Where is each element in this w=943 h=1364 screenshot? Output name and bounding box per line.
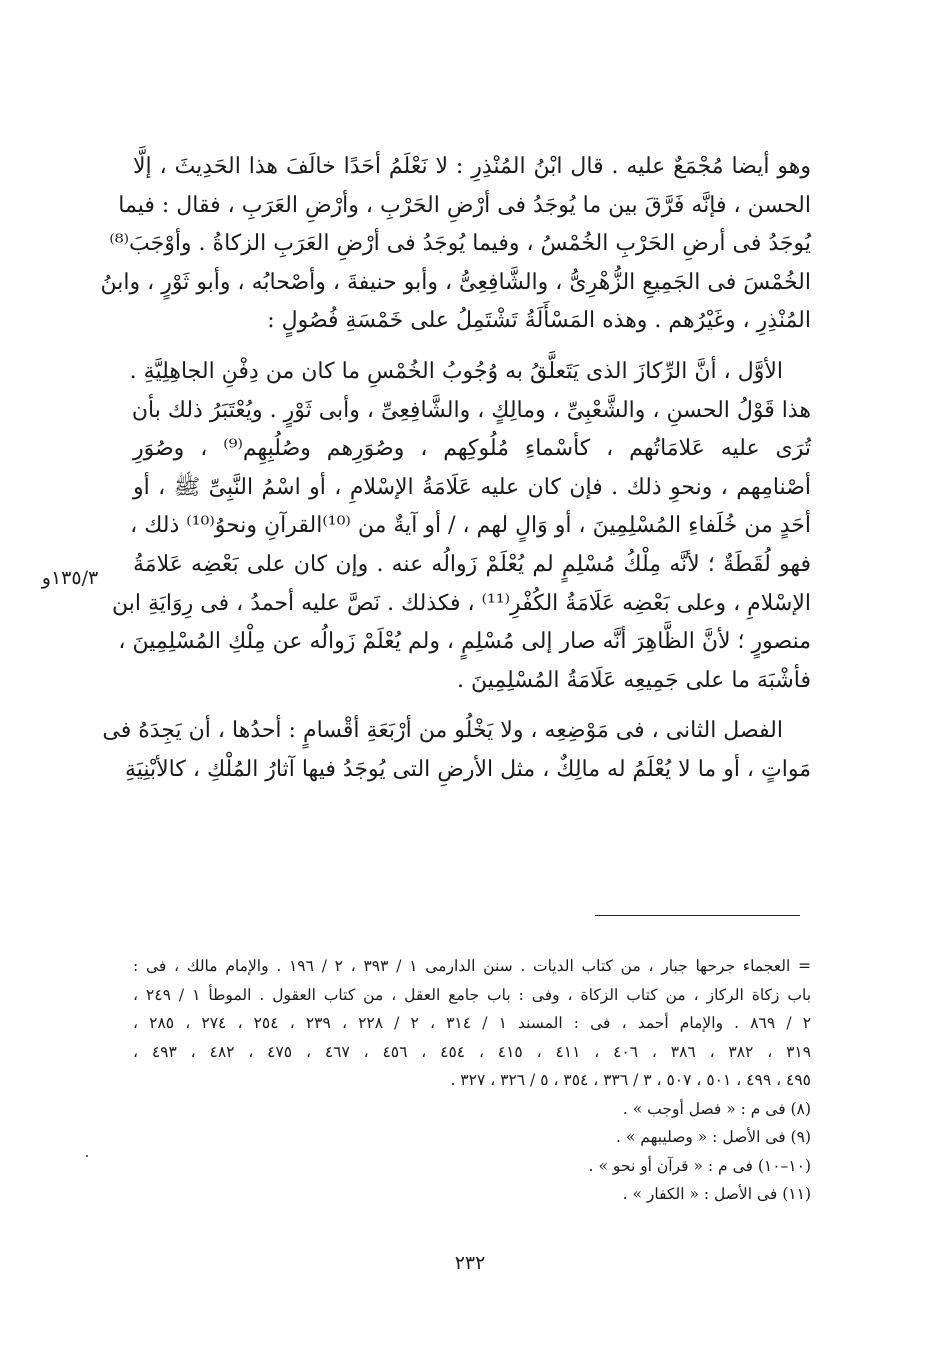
text-line: منصورٍ ؛ لأنَّ الظَّاهِرَ أنَّه صار إلى مُسْلِمٍ ، ولم يُعْلَمْ زَوالُه عن مِلْكِ المُسْلِمِينَ ، [118, 629, 811, 655]
text-line: أصْنامِهم ، ونحوِ ذلك . فإن كان عليه عَلَامَةُ الإسْلامِ ، أو اسْمُ النَّبِىِّ ﷺ ، أو [133, 474, 811, 500]
text-line: الإسْلامِ ، وعلى بَعْضِه عَلَامَةُ الكُفْرِ⁽¹¹⁾ ، فكذلك . نَصَّ عليه أحمدُ ، فى رِوَايَةِ ابن [112, 590, 811, 616]
paragraph-1 [100, 148, 811, 341]
text-line: تُرَى عليه عَلامَاتُهم ، كأسْماءِ مُلُوكِهم ، وصُوَرِهم وصُلُبِهِم⁽⁹⁾ ، وصُوَرِ [133, 436, 811, 462]
footnotes-section [133, 952, 811, 1209]
text-line: مَواتٍ ، أو ما لا يُعْلَمُ له مالِكٌ ، مثل الأرضِ التى يُوجَدُ فيها آثارُ المُلْكِ ، كالأبْنِيَةِ [124, 756, 811, 782]
footnote-9: (٩) فى الأصل : « وصليبهم » . [615, 1128, 811, 1146]
footnote-11: (١١) فى الأصل : « الكفار » . [622, 1185, 811, 1203]
scan-speck [86, 1155, 88, 1157]
text-line: الأوَّل ، أنَّ الرِّكازَ الذى يَتَعلَّقُ به وُجُوبُ الخُمْسِ ما كان من دِفْنِ الجاهِلِيَّةِ . [129, 358, 783, 384]
text-line: هذا قَوْلُ الحسنِ ، والشَّعْبِىِّ ، ومالِكٍ ، والشَّافِعِىِّ ، وأبى ثَوْرٍ . ويُعْتَبَرُ ذلك بأن [131, 397, 811, 423]
text-line: وهو أيضا مُجْمَعٌ عليه . قال ابْنُ المُنْذِرِ : لا نَعْلَمُ أحَدًا خالَفَ هذا الحَدِيثَ ، إلَّا [133, 154, 811, 179]
text-line: الخُمْسَ فى الجَمِيعِ الزُّهْرِىُّ ، والشَّافِعِىُّ ، وأبو حنيفةَ ، وأصْحابُه ، وأبو ثَوْرٍ ، وابنُ [100, 269, 811, 295]
footnote-line: باب زكاة الركاز ، من كتاب الزكاة ، وفى : باب جامع العقل ، من كتاب العقول . الموطأ ١ / ٢٤٩ ، [133, 985, 812, 1004]
text-line: المُنْذِرِ ، وغَيْرُهم . وهذه المَسْأَلَةُ تَشْتَمِلُ على خَمْسَةِ فُصُولٍ : [267, 308, 811, 334]
text-line: الفصل الثانى ، فى مَوْضِعِه ، ولا يَخْلُو من أرْبَعَةِ أقْسامٍ : أحدُها ، أن يَجِدَهُ فى [102, 718, 783, 744]
paragraph-2 [112, 353, 811, 700]
margin-folio-note: ١٣٥/٣و [41, 567, 99, 589]
footnote-divider [595, 915, 800, 916]
text-line: فهو لُقَطَةٌ ؛ لأنَّه مِلْكُ مُسْلِمٍ لم يُعْلَمْ زَوالُه عنه . وإن كان على بَعْضِه عَلامَةُ [133, 551, 811, 577]
paragraph-3 [102, 712, 811, 789]
main-body-text [100, 148, 811, 790]
footnote-8: (٨) فى م : « فصل أوجب » . [622, 1099, 811, 1118]
footnote-line: ٢ / ٨٦٩ . والإمام أحمد ، فى : المسند ١ / ٣١٤ ، ٢ / ٢٢٨ ، ٢٣٩ ، ٢٥٤ ، ٢٧٤ ، ٢٨٥ ، [133, 1014, 812, 1032]
page-number: ٢٣٢ [454, 1252, 486, 1274]
footnote-line: ٤٩٥ ، ٤٩٩ ، ٥٠١ ، ٥٠٧ ، ٣ / ٣٣٦ ، ٣٥٤ ، ٥ / ٣٢٦ ، ٣٢٧ . [450, 1071, 811, 1089]
footnote-10: (١٠–١٠) فى م : « قرآن أو نحو » . [588, 1156, 811, 1175]
text-line: فأشْبَهَ ما على جَمِيعِه عَلَامَةُ المُسْلِمِينَ . [456, 667, 811, 693]
text-line: يُوجَدُ فى أرضِ الحَرْبِ الخُمْسُ ، وفيما يُوجَدُ فى أرْضِ العَرَبِ الزكاةُ . وأوْجَبَ⁽⁸⁾ [109, 231, 811, 257]
text-line: أحَدٍ من خُلَفاءِ المُسْلِمِينَ ، أو وَالٍ لهم ، / أو آيةٌ من ⁽¹⁰⁾القرآنِ ونحوُ⁽¹⁰⁾ ذلك ، [130, 513, 811, 539]
text-line: الحسن ، فإنَّه فَرَّقَ بين ما يُوجَدُ فى أرْضِ الحَرْبِ ، وأرْضِ العَرَبِ ، فقال : فيما [118, 192, 811, 218]
footnote-line: = العجماء جرحها جبار ، من كتاب الديات . سنن الدارمى ١ / ٣٩٣ ، ٢ / ١٩٦ . والإمام مالك ، فى : [133, 957, 811, 975]
footnote-line: ٣١٩ ، ٣٨٢ ، ٣٨٦ ، ٤٠٦ ، ٤١١ ، ٤١٥ ، ٤٥٤ ، ٤٥٦ ، ٤٦٧ ، ٤٧٥ ، ٤٨٢ ، ٤٩٣ ، [133, 1042, 812, 1061]
